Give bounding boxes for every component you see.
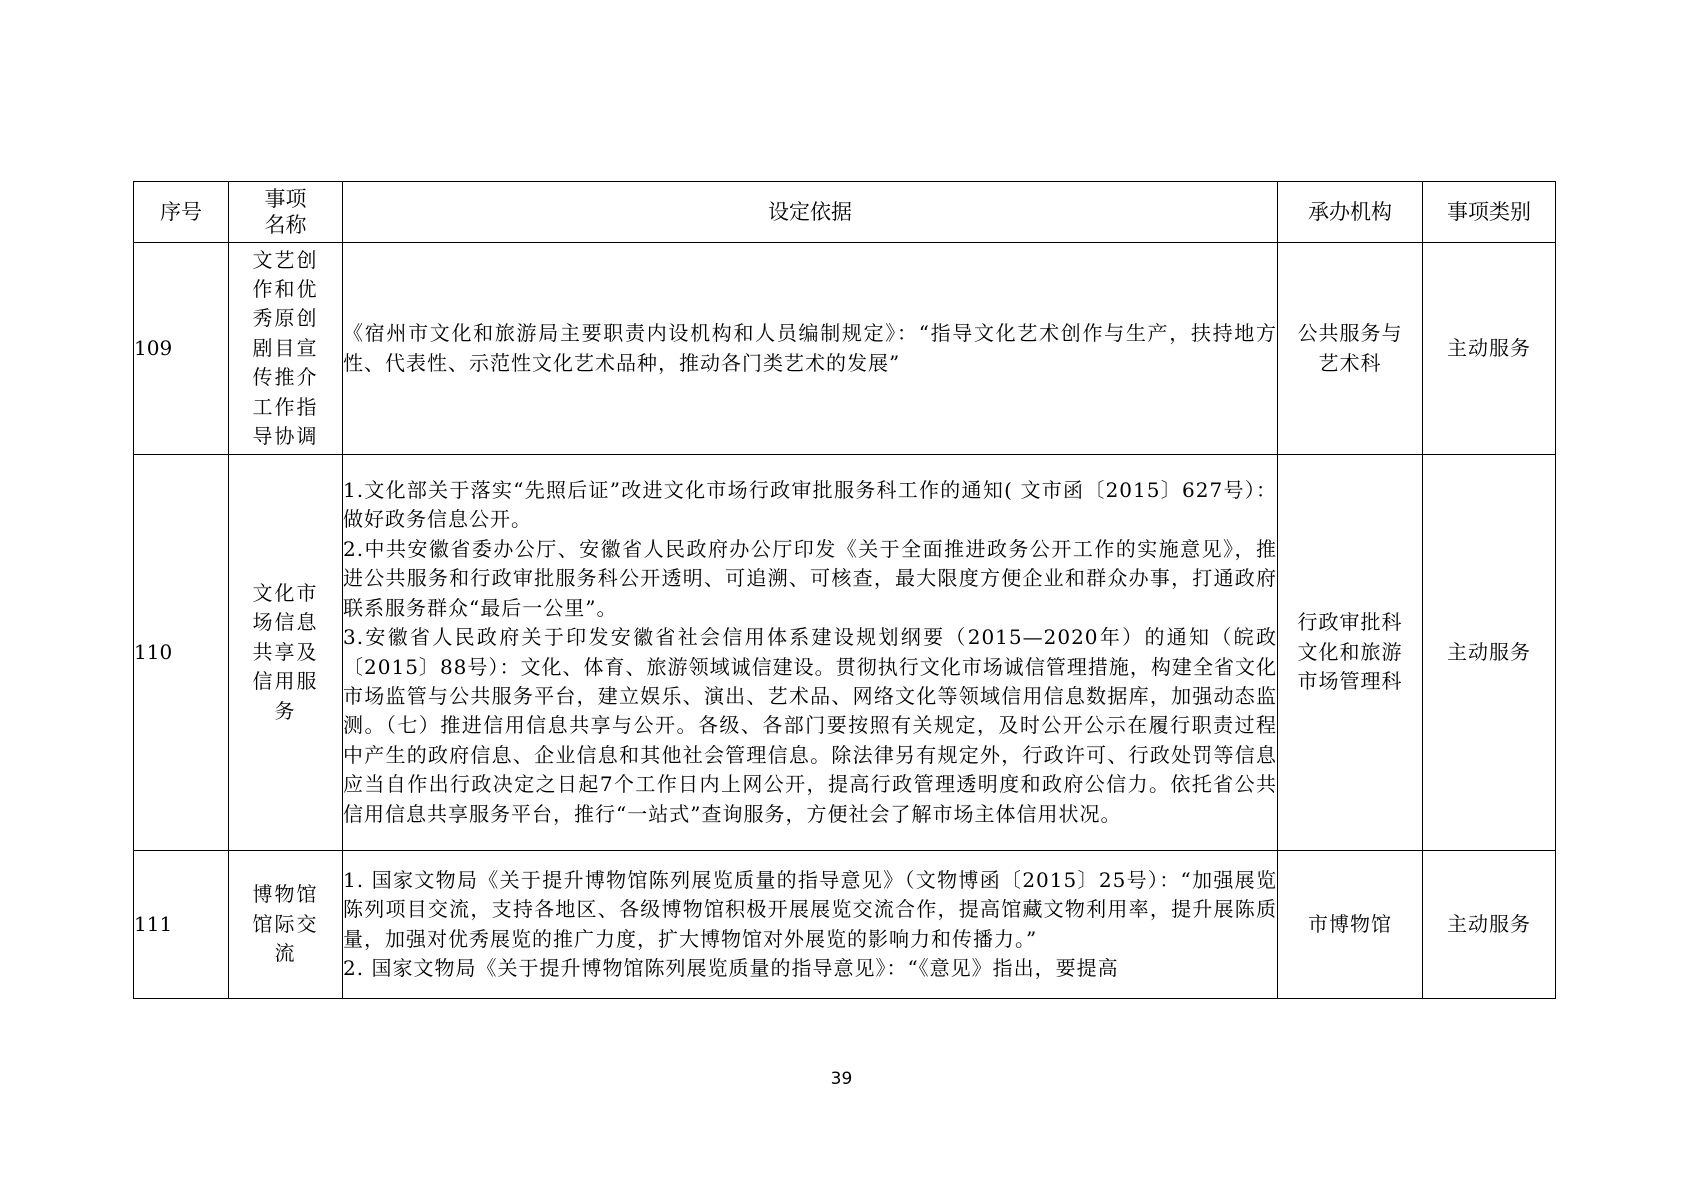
- row-category: 主动服务: [1423, 243, 1556, 455]
- row-category: 主动服务: [1423, 851, 1556, 999]
- basis-paragraph: 3.安徽省人民政府关于印发安徽省社会信用体系建设规划纲要（2015—2020年）的通知（皖政〔2015〕88号）：文化、体育、旅游领域诚信建设。贯彻执行文化市场诚信管理措施，构建全省文化市场监管与公共服务平台，建立娱乐、演出、艺术品、网络文化等领域信用信息数据库，加强动态监测。（七）推进信用信息共享与公开。各级、各部门要按照有关规定，及时公开公示在履行职责过程中产生的政府信息、企业信息和其他社会管理信息。除法律另有规定外，行政许可、行政处罚等信息应当自作出行政决定之日起7个工作日内上网公开，提高行政管理透明度和政府公信力。依托省公共信用信息共享服务平台，推行“一站式”查询服务，方便社会了解市场主体信用状况。: [343, 625, 1277, 826]
- table-row: [134, 243, 1556, 455]
- row-org: [1278, 243, 1423, 455]
- row-seq: 109: [134, 243, 229, 455]
- basis-paragraph: 1.文化部关于落实“先照后证”改进文化市场行政审批服务科工作的通知( 文市函〔2015〕627号）：做好政务信息公开。: [343, 478, 1277, 532]
- page-number: 39: [830, 1069, 853, 1089]
- row-org: 市博物馆: [1278, 851, 1423, 999]
- header-org: 承办机构: [1278, 182, 1423, 243]
- row-org-text: 行政审批科 文化和旅游市场管理科: [1297, 610, 1403, 694]
- basis-paragraph: 2. 国家文物局《关于提升博物馆陈列展览质量的指导意见》：“《意见》指出，要提高: [343, 955, 1119, 980]
- basis-paragraph: 1. 国家文物局《关于提升博物馆陈列展览质量的指导意见》（文物博函〔2015〕25号）：“加强展览陈列项目交流，支持各地区、各级博物馆积极开展展览交流合作，提高馆藏文物利用率，提升展陈质量，加强对优秀展览的推广力度，扩大博物馆对外展览的影响力和传播力。”: [343, 867, 1277, 951]
- matters-table: [133, 181, 1556, 999]
- row-name: [229, 243, 343, 455]
- row-basis: [343, 851, 1278, 999]
- table-row: [134, 455, 1556, 851]
- basis-paragraph: 《宿州市文化和旅游局主要职责内设机构和人员编制规定》：“指导文化艺术创作与生产，扶持地方性、代表性、示范性文化艺术品种，推动各门类艺术的发展”: [343, 321, 1277, 375]
- basis-paragraph: 2.中共安徽省委办公厅、安徽省人民政府办公厅印发《关于全面推进政务公开工作的实施意见》，推进公共服务和行政审批服务科公开透明、可追溯、可核查，最大限度方便企业和群众办事，打通政府联系服务群众“最后一公里”。: [343, 536, 1277, 620]
- header-basis: 设定依据: [343, 182, 1278, 243]
- header-category: 事项类别: [1423, 182, 1556, 243]
- row-name: [229, 455, 343, 851]
- row-seq: 110: [134, 455, 229, 851]
- row-name: [229, 851, 343, 999]
- row-org-text: 公共服务与艺术科: [1297, 321, 1403, 375]
- header-name: [229, 182, 343, 243]
- row-org: [1278, 455, 1423, 851]
- header-seq: 序号: [134, 182, 229, 243]
- table-row: [134, 851, 1556, 999]
- row-seq: 111: [134, 851, 229, 999]
- row-name-text: 文化市场信息共享及信用服务: [252, 580, 319, 723]
- row-basis: [343, 243, 1278, 455]
- header-name-text: 事项 名称: [264, 187, 307, 237]
- header-row: [134, 182, 1556, 243]
- row-name-text: 文艺创作和优秀原创剧目宣传推介工作指导协调: [252, 247, 319, 449]
- row-name-text: 博物馆馆际交流: [252, 882, 319, 966]
- row-basis: [343, 455, 1278, 851]
- row-category: 主动服务: [1423, 455, 1556, 851]
